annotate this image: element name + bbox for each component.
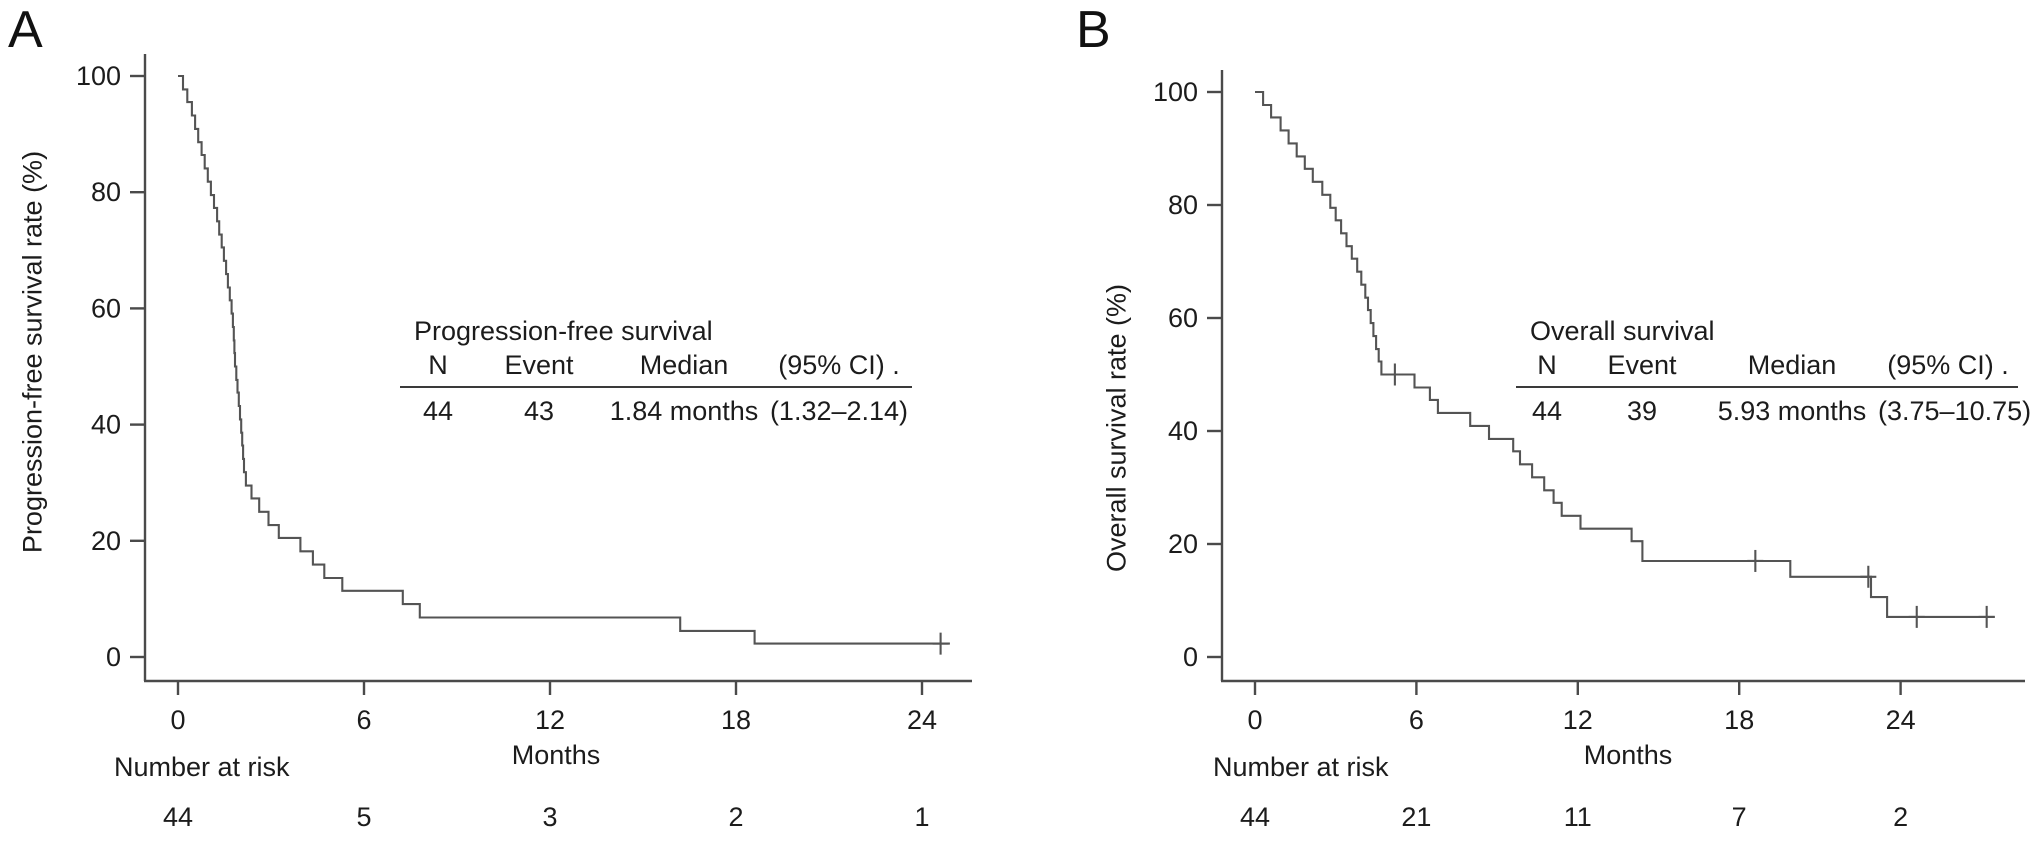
stats-value-n: 44	[1531, 396, 1563, 426]
x-tick-label: 18	[720, 705, 752, 735]
y-tick-label: 60	[90, 293, 121, 324]
x-tick-label: 24	[1885, 705, 1916, 735]
stats-header-row	[1516, 348, 2018, 386]
number-at-risk-value: 3	[542, 802, 558, 832]
stats-table-title: Overall survival	[1530, 316, 1715, 346]
y-axis-label: Overall survival rate (%)	[1101, 283, 1132, 573]
x-axis-label: Months	[511, 740, 601, 770]
y-tick-label: 20	[90, 525, 121, 556]
number-at-risk-value: 2	[1893, 802, 1909, 832]
stats-table-title: Progression-free survival	[414, 316, 713, 346]
y-tick-label: 0	[1182, 642, 1198, 672]
stats-header-n: N	[1537, 350, 1557, 380]
panel-a-letter: A	[8, 1, 43, 59]
stats-table-rule	[400, 386, 912, 388]
stats-header-ci: (95% CI) .	[778, 350, 900, 380]
number-at-risk-value: 44	[1239, 802, 1271, 832]
y-tick-label: 80	[90, 177, 121, 208]
stats-header-ci: (95% CI) .	[1887, 350, 2009, 380]
stats-value-event: 39	[1626, 396, 1658, 426]
stats-header-event: Event	[504, 350, 574, 380]
number-at-risk-label: Number at risk	[1213, 752, 1389, 782]
stats-table	[1516, 314, 2032, 432]
number-at-risk-value: 11	[1563, 802, 1592, 832]
panel-b-letter: B	[1076, 1, 1111, 59]
y-tick-label: 20	[1167, 529, 1198, 559]
stats-value-row	[400, 394, 912, 432]
y-axis-label: Progression-free survival rate (%)	[17, 150, 48, 554]
stats-value-median: 5.93 months	[1717, 396, 1867, 426]
stats-table	[400, 314, 912, 432]
number-at-risk-value: 2	[728, 802, 744, 832]
y-tick-label: 60	[1167, 303, 1198, 333]
panel-b	[1016, 0, 2032, 845]
stats-table-rule	[1516, 386, 2018, 388]
number-at-risk-value: 44	[162, 802, 194, 832]
stats-header-event: Event	[1607, 350, 1677, 380]
stats-header-median: Median	[1747, 350, 1837, 380]
y-tick-label: 40	[90, 409, 121, 440]
number-at-risk-value: 5	[356, 802, 372, 832]
y-tick-label: 0	[105, 642, 121, 672]
y-tick-label: 100	[75, 61, 121, 91]
y-tick-label: 80	[1167, 190, 1198, 220]
stats-value-row	[1516, 394, 2032, 432]
x-tick-label: 18	[1724, 705, 1755, 735]
stats-header-row	[400, 348, 912, 386]
x-tick-label: 0	[1247, 705, 1263, 735]
number-at-risk-value: 1	[914, 802, 930, 832]
x-tick-label: 6	[356, 705, 372, 735]
x-tick-label: 12	[1562, 705, 1593, 735]
number-at-risk-value: 21	[1401, 802, 1432, 832]
stats-header-median: Median	[639, 350, 729, 380]
stats-value-ci: (1.32–2.14)	[769, 396, 909, 426]
x-axis-label: Months	[1583, 740, 1673, 770]
number-at-risk-label: Number at risk	[114, 752, 290, 782]
x-tick-label: 6	[1408, 705, 1424, 735]
stats-value-n: 44	[422, 396, 454, 426]
x-tick-label: 0	[170, 705, 186, 735]
stats-header-n: N	[428, 350, 448, 380]
stats-value-event: 43	[523, 396, 555, 426]
stats-value-median: 1.84 months	[609, 396, 759, 426]
y-tick-label: 40	[1167, 416, 1198, 446]
x-tick-label: 12	[534, 705, 566, 735]
stats-value-ci: (3.75–10.75)	[1878, 396, 2032, 426]
number-at-risk-value: 7	[1731, 802, 1747, 832]
x-tick-label: 24	[906, 705, 938, 735]
y-tick-label: 100	[1152, 77, 1198, 107]
